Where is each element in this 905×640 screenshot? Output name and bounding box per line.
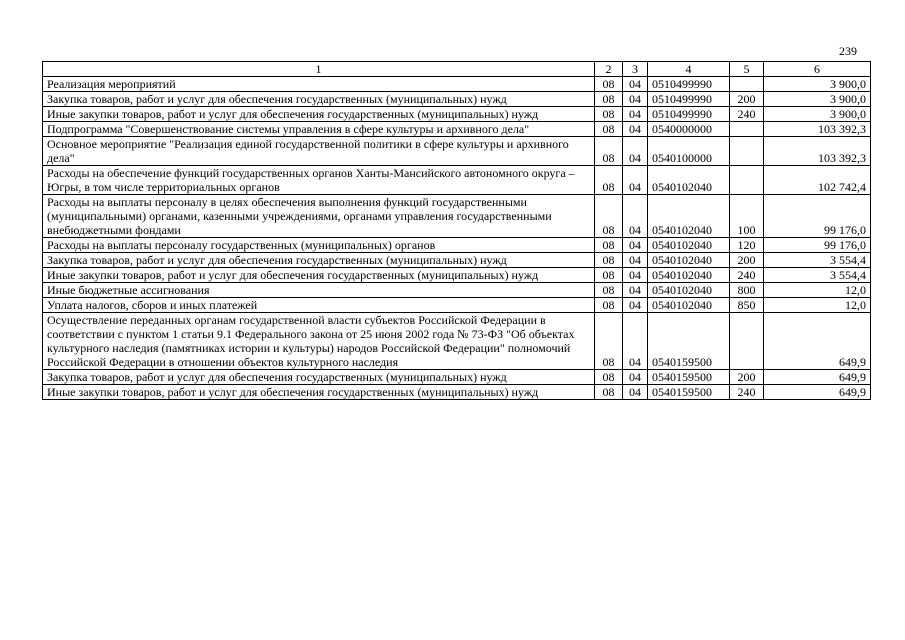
column-header: 4 [648, 62, 730, 77]
section-code-cell: 08 [595, 166, 623, 195]
target-article-cell: 0540102040 [648, 283, 730, 298]
target-article-cell: 0540102040 [648, 195, 730, 238]
amount-cell: 649,9 [764, 385, 871, 400]
subsection-code-cell: 04 [623, 195, 648, 238]
expense-type-cell: 240 [730, 385, 764, 400]
column-header: 1 [43, 62, 595, 77]
section-code-cell: 08 [595, 238, 623, 253]
table-row [43, 107, 871, 122]
table-row [43, 370, 871, 385]
row-name-cell: Закупка товаров, работ и услуг для обеспечения государственных (муниципальных) нужд [43, 253, 595, 268]
target-article-cell: 0540159500 [648, 313, 730, 370]
expense-type-cell: 240 [730, 268, 764, 283]
expense-type-cell: 120 [730, 238, 764, 253]
row-name-cell: Расходы на обеспечение функций государственных органов Ханты-Мансийского автономного округа – Югры, в том числе территориальных органов [43, 166, 595, 195]
amount-cell: 649,9 [764, 370, 871, 385]
section-code-cell: 08 [595, 283, 623, 298]
subsection-code-cell: 04 [623, 283, 648, 298]
target-article-cell: 0510499990 [648, 77, 730, 92]
expense-type-cell [730, 313, 764, 370]
amount-cell: 103 392,3 [764, 122, 871, 137]
row-name-cell: Подпрограмма "Совершенствование системы управления в сфере культуры и архивного дела" [43, 122, 595, 137]
row-name-cell: Иные закупки товаров, работ и услуг для обеспечения государственных (муниципальных) нужд [43, 268, 595, 283]
target-article-cell: 0540102040 [648, 298, 730, 313]
expense-type-cell [730, 122, 764, 137]
target-article-cell: 0540102040 [648, 268, 730, 283]
subsection-code-cell: 04 [623, 166, 648, 195]
target-article-cell: 0540000000 [648, 122, 730, 137]
amount-cell: 102 742,4 [764, 166, 871, 195]
subsection-code-cell: 04 [623, 92, 648, 107]
section-code-cell: 08 [595, 92, 623, 107]
subsection-code-cell: 04 [623, 122, 648, 137]
table-row [43, 238, 871, 253]
section-code-cell: 08 [595, 268, 623, 283]
expense-type-cell: 240 [730, 107, 764, 122]
row-name-cell: Иные закупки товаров, работ и услуг для обеспечения государственных (муниципальных) нужд [43, 385, 595, 400]
section-code-cell: 08 [595, 77, 623, 92]
subsection-code-cell: 04 [623, 298, 648, 313]
budget-table [42, 61, 871, 400]
column-header: 3 [623, 62, 648, 77]
table-row [43, 166, 871, 195]
expense-type-cell: 850 [730, 298, 764, 313]
target-article-cell: 0510499990 [648, 107, 730, 122]
subsection-code-cell: 04 [623, 238, 648, 253]
table-row [43, 137, 871, 166]
column-header: 5 [730, 62, 764, 77]
row-name-cell: Расходы на выплаты персоналу государственных (муниципальных) органов [43, 238, 595, 253]
table-row [43, 195, 871, 238]
section-code-cell: 08 [595, 137, 623, 166]
section-code-cell: 08 [595, 370, 623, 385]
subsection-code-cell: 04 [623, 385, 648, 400]
row-name-cell: Закупка товаров, работ и услуг для обеспечения государственных (муниципальных) нужд [43, 370, 595, 385]
target-article-cell: 0540102040 [648, 166, 730, 195]
subsection-code-cell: 04 [623, 253, 648, 268]
row-name-cell: Реализация мероприятий [43, 77, 595, 92]
expense-type-cell [730, 77, 764, 92]
expense-type-cell: 800 [730, 283, 764, 298]
subsection-code-cell: 04 [623, 137, 648, 166]
subsection-code-cell: 04 [623, 77, 648, 92]
amount-cell: 3 900,0 [764, 107, 871, 122]
target-article-cell: 0540102040 [648, 238, 730, 253]
amount-cell: 649,9 [764, 313, 871, 370]
column-header: 6 [764, 62, 871, 77]
amount-cell: 3 554,4 [764, 268, 871, 283]
amount-cell: 99 176,0 [764, 238, 871, 253]
amount-cell: 99 176,0 [764, 195, 871, 238]
target-article-cell: 0540159500 [648, 370, 730, 385]
subsection-code-cell: 04 [623, 370, 648, 385]
expense-type-cell: 200 [730, 92, 764, 107]
section-code-cell: 08 [595, 253, 623, 268]
table-row [43, 283, 871, 298]
table-row [43, 298, 871, 313]
amount-cell: 103 392,3 [764, 137, 871, 166]
target-article-cell: 0540159500 [648, 385, 730, 400]
row-name-cell: Осуществление переданных органам государственной власти субъектов Российской Федерации в соответствии с пунктом 1 статьи 9.1 Федерального закона от 25 июня 2002 года № 73-ФЗ "Об объектах культурного наследия (памятниках истории и культуры) народов Российской Федерации" полномочий Российской Федерации в отношении объектов культурного наследия [43, 313, 595, 370]
section-code-cell: 08 [595, 107, 623, 122]
target-article-cell: 0540100000 [648, 137, 730, 166]
page-number: 239 [839, 44, 857, 58]
amount-cell: 3 554,4 [764, 253, 871, 268]
amount-cell: 12,0 [764, 298, 871, 313]
column-header: 2 [595, 62, 623, 77]
subsection-code-cell: 04 [623, 268, 648, 283]
row-name-cell: Закупка товаров, работ и услуг для обеспечения государственных (муниципальных) нужд [43, 92, 595, 107]
expense-type-cell: 200 [730, 253, 764, 268]
table-row [43, 385, 871, 400]
section-code-cell: 08 [595, 122, 623, 137]
expense-type-cell [730, 166, 764, 195]
row-name-cell: Иные закупки товаров, работ и услуг для обеспечения государственных (муниципальных) нужд [43, 107, 595, 122]
section-code-cell: 08 [595, 313, 623, 370]
row-name-cell: Расходы на выплаты персоналу в целях обеспечения выполнения функций государственными (муниципальными) органами, казенными учреждениями, органами управления государственными внебюджетными фондами [43, 195, 595, 238]
amount-cell: 3 900,0 [764, 77, 871, 92]
row-name-cell: Иные бюджетные ассигнования [43, 283, 595, 298]
target-article-cell: 0510499990 [648, 92, 730, 107]
row-name-cell: Основное мероприятие "Реализация единой государственной политики в сфере культуры и архивного дела" [43, 137, 595, 166]
amount-cell: 3 900,0 [764, 92, 871, 107]
target-article-cell: 0540102040 [648, 253, 730, 268]
table-row [43, 253, 871, 268]
header-row [43, 62, 871, 77]
subsection-code-cell: 04 [623, 313, 648, 370]
table-row [43, 122, 871, 137]
amount-cell: 12,0 [764, 283, 871, 298]
subsection-code-cell: 04 [623, 107, 648, 122]
row-name-cell: Уплата налогов, сборов и иных платежей [43, 298, 595, 313]
section-code-cell: 08 [595, 298, 623, 313]
expense-type-cell: 200 [730, 370, 764, 385]
table-row [43, 268, 871, 283]
expense-type-cell [730, 137, 764, 166]
section-code-cell: 08 [595, 385, 623, 400]
expense-type-cell: 100 [730, 195, 764, 238]
table-row [43, 77, 871, 92]
table-row [43, 313, 871, 370]
section-code-cell: 08 [595, 195, 623, 238]
table-row [43, 92, 871, 107]
